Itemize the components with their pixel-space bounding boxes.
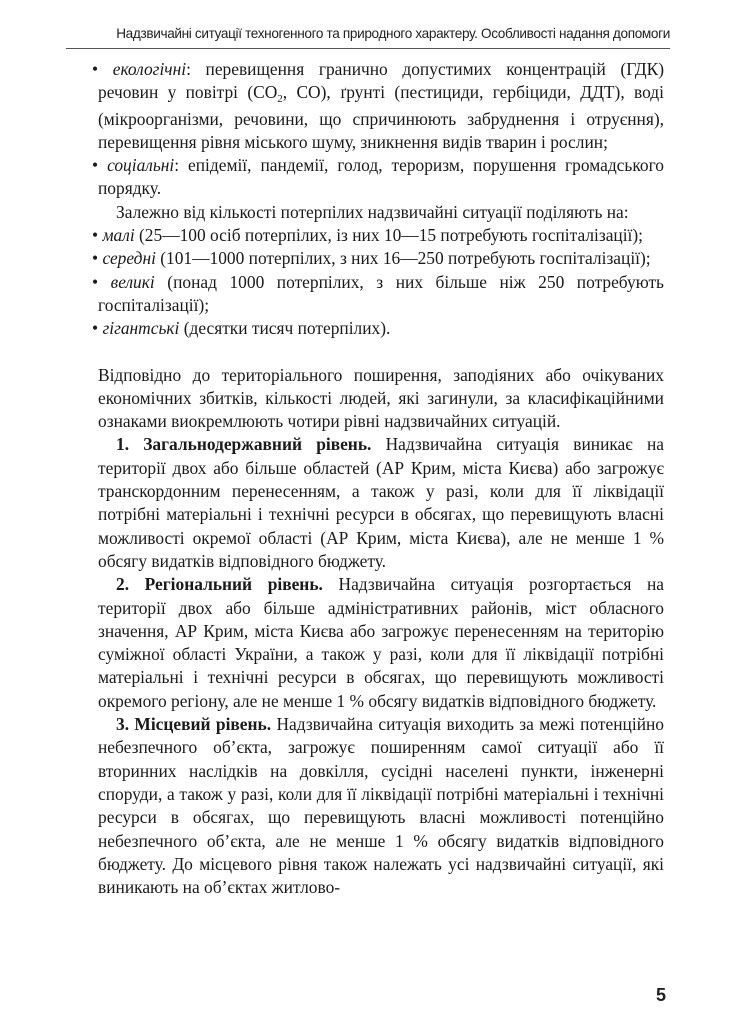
bullet-marker: •: [92, 155, 99, 176]
paragraph-gap: [98, 341, 664, 364]
running-header: Надзвичайні ситуації техногенного та природного характеру. Особливості надання допомоги: [116, 26, 670, 41]
level-title: 1. Загальнодержавний рівень.: [116, 434, 372, 455]
bullet-victims-medium: • середні (101—1000 потерпілих, з них 16—250 потребують госпіталізації);: [92, 248, 651, 269]
level-title: 2. Регіональний рівень.: [116, 574, 323, 595]
bullet-marker: •: [92, 318, 99, 339]
bullet-marker: •: [92, 59, 99, 79]
subscript: 2: [277, 93, 283, 106]
level-title: 3. Місцевий рівень.: [116, 714, 272, 735]
levels-intro: Відповідно до територіального поширення, заподіяних або очікуваних економічних збитків, кількості людей, які загинули, за класифікаційними ознаками виокремлюють чотири рівні надзвичайних ситуацій.: [98, 364, 664, 432]
level-regional: 2. Регіональний рівень. Надзвичайна ситуація розгортається на території двох або більше адміністративних районів, міст обласного значення, АР Крим, міста Києва або загрожує перенесенням на територію суміжної області України, а також у разі, коли для її ліквідації потрібні матеріальні і технічні ресурси в обсягах, що перевищують можливості окремого регіону, але не менше 1 % обсягу видатків відповідного бюджету.: [98, 574, 664, 711]
bullet-term: середні: [102, 248, 156, 269]
bullet-victims-large: • великі (понад 1000 потерпілих, з них більше ніж 250 потребують госпіталізації);: [92, 271, 664, 315]
bullet-term: екологічні: [112, 59, 187, 79]
bullet-ecological: • екологічні: перевищення гранично допустимих концентрацій (ГДК) речовин у повітрі ($СО_2$, СО), ґрунті (пестициди, гербіциди, ДДТ), воді (мікроорганізми, речовини, що спричинюють забруднення і отруєння), перевищення рівня міського шуму, зникнення видів тварин і рослин;: [92, 59, 664, 152]
page-number: 5: [655, 985, 666, 1005]
bullet-social: • соціальні: епідемії, пандемії, голод, тероризм, порушення громадського порядку.: [92, 155, 664, 199]
bullet-victims-small: • малі (25—100 осіб потерпілих, із них 10—15 потребують госпіталізації);: [92, 225, 644, 246]
bullet-marker: •: [92, 225, 99, 246]
bullet-marker: •: [92, 248, 99, 269]
level-national: 1. Загальнодержавний рівень. Надзвичайна ситуація виникає на території двох або більше областей (АР Крим, міста Києва) або загрожує транскордонним перенесенням, а також у разі, коли для її ліквідації потрібні матеріальні і технічні ресурси в обсягах, що перевищують власні можливості окремої області (АР Крим, міста Києва), але не менше 1 % обсягу видатків відповідного бюджету.: [98, 434, 664, 571]
level-local: 3. Місцевий рівень. Надзвичайна ситуація виходить за межі потенційно небезпечного об’єкта, загрожує поширенням самої ситуації або її вторинних наслідків на довкілля, сусідні населені пункти, інженерні споруди, а також у разі, коли для її ліквідації потрібні матеріальні і технічні ресурси в обсягах, що перевищують власні можливості потенційно небезпечного об’єкта, але не менше 1 % обсягу видатків відповідного бюджету. До місцевого рівня також належать усі надзвичайні ситуації, які виникають на об’єктах житлово-: [98, 714, 665, 898]
victims-intro: Залежно від кількості потерпілих надзвичайні ситуації поділяють на:: [116, 201, 629, 222]
bullet-term: гігантські: [102, 318, 180, 339]
header-rule: [66, 48, 670, 49]
page-body: [92, 58, 665, 899]
bullet-victims-giant: • гігантські (десятки тисяч потерпілих).: [92, 318, 391, 339]
bullet-marker: •: [92, 271, 99, 292]
bullet-term: соціальні: [107, 155, 175, 176]
bullet-term: малі: [102, 225, 135, 246]
bullet-term: великі: [110, 271, 155, 292]
